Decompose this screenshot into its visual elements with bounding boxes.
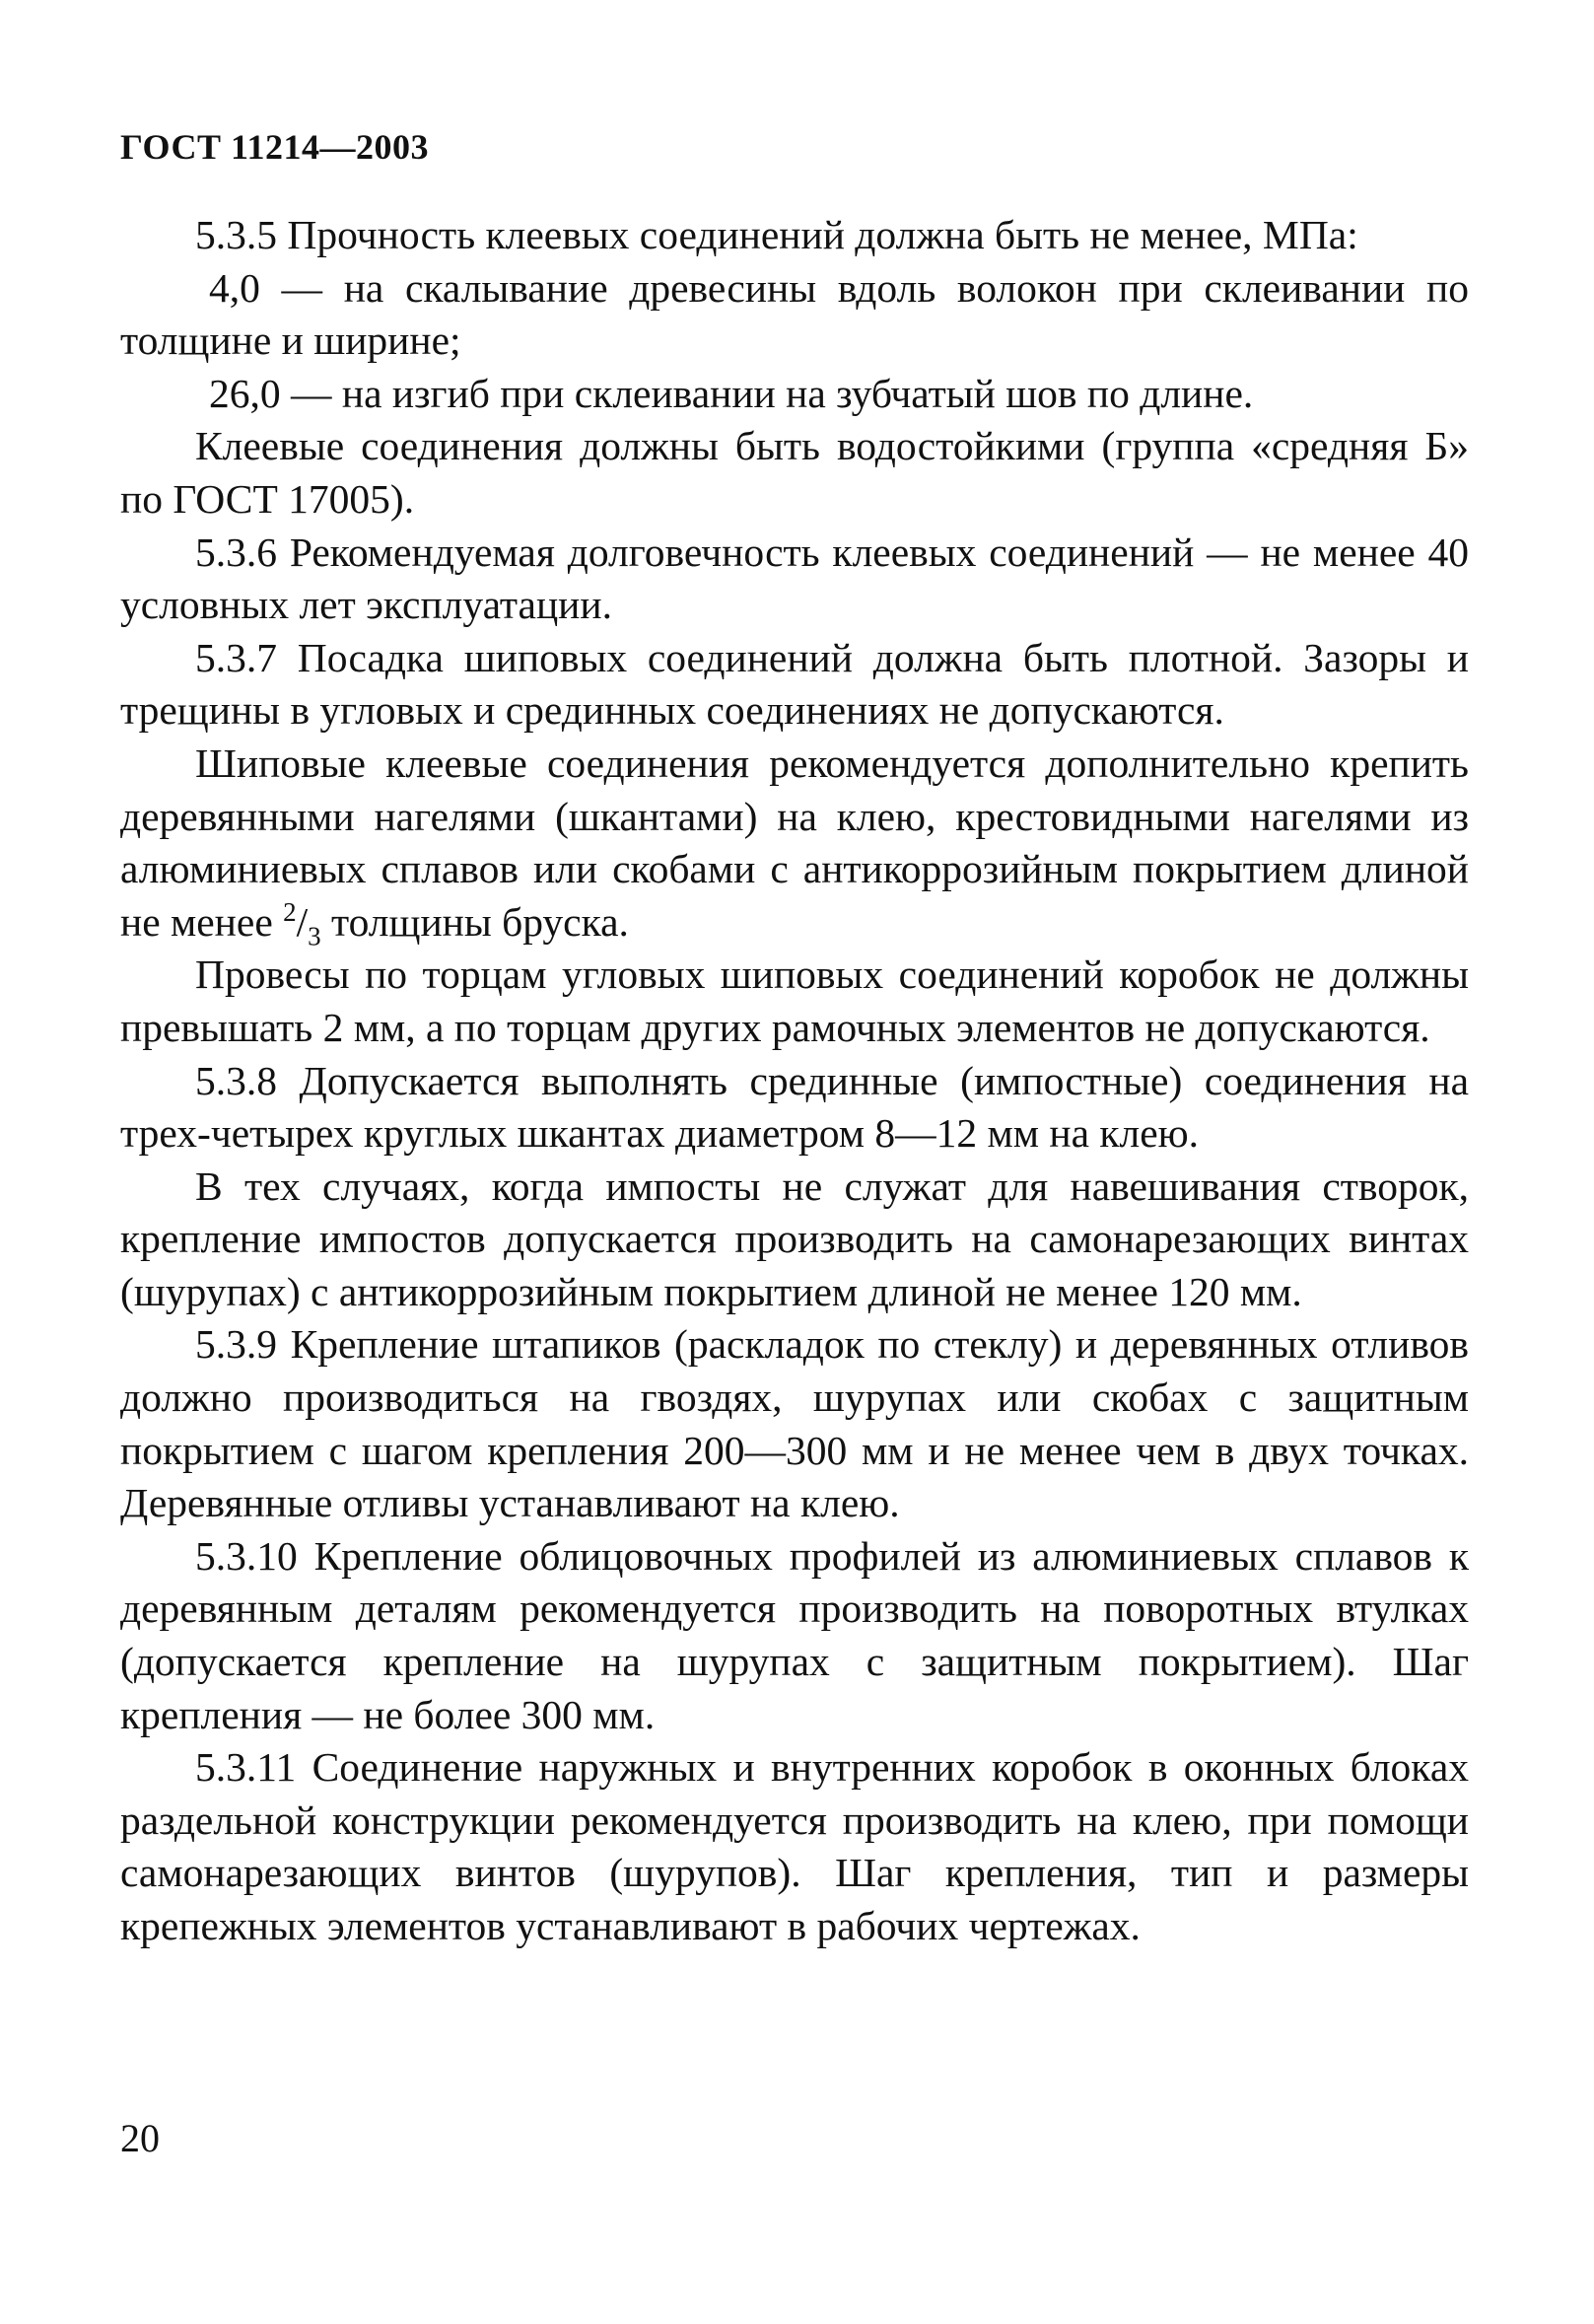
list-item-shear-strength: 4,0 — на скалывание древесины вдоль волокон при склеивании по толщине и ширине; <box>120 264 1469 364</box>
page-number: 20 <box>120 2116 160 2160</box>
paragraph-tenon-joints <box>120 738 1469 949</box>
paragraph-5-3-11: 5.3.11 Соединение наружных и внутренних коробок в оконных блоках раздельной конструкции рекомендуется производить на клею, при помощи самонарезающих винтов (шурупов). Шаг крепления, тип и размеры крепежных элементов устанавливают в рабочих чертежах. <box>120 1744 1469 1948</box>
paragraph-tenon-joints-text: Шиповые клеевые соединения рекомендуется дополнительно крепить деревянными нагелями (шкантами) на клею, крестовидными нагелями из алюминиевых сплавов или скобами с антикоррозийным покрытием длиной не менее <box>120 739 1469 945</box>
paragraph-5-3-8: 5.3.8 Допускается выполнять срединные (импостные) соединения на трех-четырех круглых шкантах диаметром 8—12 мм на клею. <box>120 1057 1469 1157</box>
paragraph-tenon-joints-end: толщины бруска. <box>330 898 629 945</box>
fraction-numerator: 2 <box>283 896 297 927</box>
paragraph-5-3-7: 5.3.7 Посадка шиповых соединений должна быть плотной. Зазоры и трещины в угловых и срединных соединениях не допускаются. <box>120 634 1469 734</box>
fraction-two-thirds: $^2/_3$ <box>283 896 321 951</box>
paragraph-mullion-fixing: В тех случаях, когда импосты не служат для навешивания створок, крепление импостов допускается производить на самонарезающих винтах (шурупах) с антикоррозийным покрытием длиной не менее 120 мм. <box>120 1162 1469 1314</box>
list-item-bend-strength: 26,0 — на изгиб при склеивании на зубчатый шов по длине. <box>209 370 1254 416</box>
document-body <box>120 209 1469 1953</box>
paragraph-water-resistance: Клеевые соединения должны быть водостойкими (группа «средняя Б» по ГОСТ 17005). <box>120 423 1469 522</box>
paragraph-overhangs: Провесы по торцам угловых шиповых соединений коробок не должны превышать 2 мм, а по торцам других рамочных элементов не допускаются. <box>120 951 1469 1050</box>
paragraph-5-3-5: 5.3.5 Прочность клеевых соединений должна быть не менее, МПа: <box>195 212 1358 257</box>
paragraph-5-3-6: 5.3.6 Рекомендуемая долговечность клеевых соединений — не менее 40 условных лет эксплуатации. <box>120 528 1469 628</box>
paragraph-5-3-10: 5.3.10 Крепление облицовочных профилей из алюминиевых сплавов к деревянным деталям рекомендуется производить на поворотных втулках (допускается крепление на шурупах с защитным покрытием). Шаг крепления — не более 300 мм. <box>120 1532 1469 1737</box>
fraction-denominator: 3 <box>308 921 321 951</box>
standard-header: ГОСТ 11214—2003 <box>120 127 429 167</box>
paragraph-5-3-9: 5.3.9 Крепление штапиков (раскладок по стеклу) и деревянных отливов должно производиться на гвоздях, шурупах или скобах с защитным покрытием с шагом крепления 200—300 мм и не менее чем в двух точках. Деревянные отливы устанавливают на клею. <box>120 1321 1469 1526</box>
